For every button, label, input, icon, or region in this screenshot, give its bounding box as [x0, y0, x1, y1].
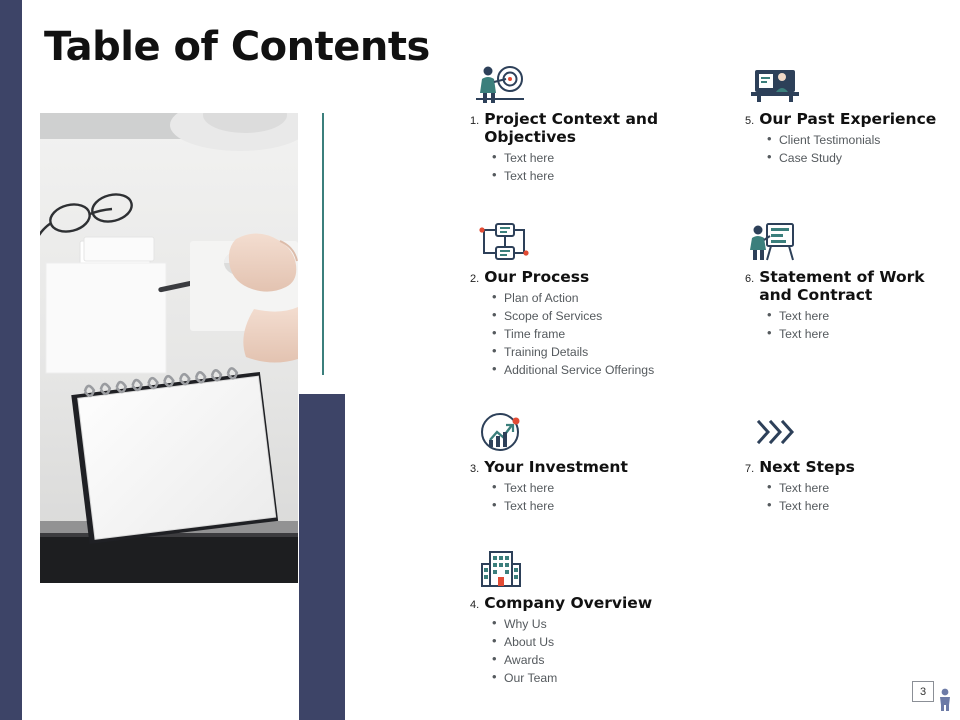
toc-number: 4.: [470, 599, 480, 611]
list-item: • About Us: [492, 633, 730, 651]
target-person-icon: [470, 60, 730, 106]
toc-bullets: [470, 479, 730, 515]
office-building-icon: [470, 544, 730, 590]
list-item: • Why Us: [492, 615, 730, 633]
blue-accent-block: [299, 394, 345, 720]
hero-photo: [40, 113, 298, 583]
list-item: • Text here: [767, 325, 960, 343]
toc-entry-7[interactable]: [745, 408, 960, 515]
toc-bullets: [470, 289, 730, 379]
toc-bullets: [470, 615, 730, 687]
list-item: • Awards: [492, 651, 730, 669]
list-item: • Additional Service Offerings: [492, 361, 730, 379]
list-item: • Text here: [492, 479, 730, 497]
chevrons-forward-icon: [745, 408, 960, 454]
toc-bullets: [470, 149, 730, 185]
toc-title: Statement of Work and Contract: [759, 268, 925, 304]
toc-title: Company Overview: [484, 594, 653, 612]
toc-bullets: [745, 479, 960, 515]
list-item: • Text here: [492, 497, 730, 515]
toc-number: 5.: [745, 115, 755, 127]
growth-chart-icon: [470, 408, 730, 454]
toc-number: 1.: [470, 115, 480, 127]
list-item: • Case Study: [767, 149, 960, 167]
list-item: • Training Details: [492, 343, 730, 361]
toc-title: Our Past Experience: [759, 110, 937, 128]
list-item: • Text here: [492, 149, 730, 167]
list-item: • Our Team: [492, 669, 730, 687]
left-accent-bar: [0, 0, 22, 720]
list-item: • Text here: [767, 479, 960, 497]
toc-entry-3[interactable]: [470, 408, 730, 515]
list-item: • Text here: [767, 497, 960, 515]
presentation-board-icon: [745, 218, 960, 264]
list-item: • Plan of Action: [492, 289, 730, 307]
vertical-divider: [322, 113, 324, 375]
toc-entry-5[interactable]: [745, 60, 960, 167]
toc-bullets: [745, 131, 960, 167]
toc-number: 6.: [745, 273, 755, 285]
toc-title: Your Investment: [484, 458, 628, 476]
toc-title: Project Context and Objectives: [484, 110, 659, 146]
toc-bullets: [745, 307, 960, 343]
flowchart-icon: [470, 218, 730, 264]
toc-number: 7.: [745, 463, 755, 475]
toc-title: Our Process: [484, 268, 590, 286]
person-figure-icon: [936, 687, 954, 716]
list-item: • Text here: [767, 307, 960, 325]
list-item: • Text here: [492, 167, 730, 185]
toc-entry-4[interactable]: [470, 544, 730, 687]
toc-entry-6[interactable]: [745, 218, 960, 343]
presenter-desk-icon: [745, 60, 960, 106]
toc-entry-2[interactable]: [470, 218, 730, 379]
page-number-badge: 3: [912, 681, 934, 702]
toc-number: 2.: [470, 273, 480, 285]
toc-number: 3.: [470, 463, 480, 475]
toc-entry-1[interactable]: [470, 60, 730, 185]
list-item: • Scope of Services: [492, 307, 730, 325]
page-title: Table of Contents: [44, 24, 430, 70]
toc-title: Next Steps: [759, 458, 855, 476]
list-item: • Client Testimonials: [767, 131, 960, 149]
list-item: • Time frame: [492, 325, 730, 343]
